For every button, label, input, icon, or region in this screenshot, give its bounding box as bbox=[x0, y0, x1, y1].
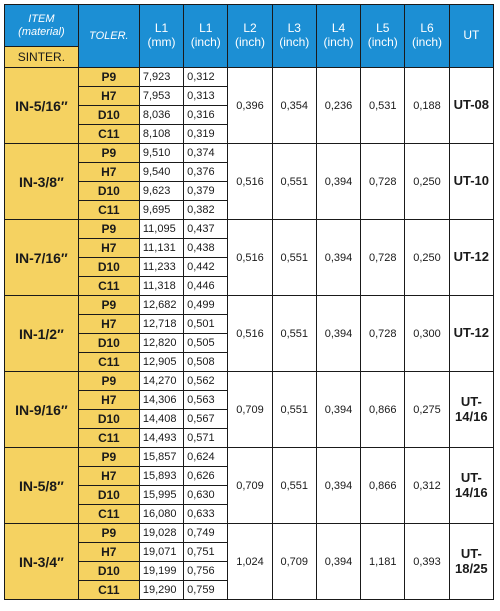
header-sinter: SINTER. bbox=[5, 47, 79, 68]
l1-mm-cell: 14,270 bbox=[139, 372, 183, 391]
l3-cell: 0,551 bbox=[272, 448, 316, 524]
l1-mm-cell: 19,290 bbox=[139, 581, 183, 600]
l2-cell: 0,516 bbox=[228, 296, 272, 372]
l3-cell: 0,551 bbox=[272, 220, 316, 296]
l3-cell: 0,551 bbox=[272, 296, 316, 372]
l1-mm-cell: 15,893 bbox=[139, 467, 183, 486]
l1-mm-cell: 9,623 bbox=[139, 182, 183, 201]
l5-cell: 0,866 bbox=[361, 372, 405, 448]
l1-inch-cell: 0,313 bbox=[184, 87, 228, 106]
tolerance-cell: D10 bbox=[78, 182, 139, 201]
l1-inch-cell: 0,499 bbox=[184, 296, 228, 315]
tolerance-cell: H7 bbox=[78, 239, 139, 258]
l1-inch-cell: 0,562 bbox=[184, 372, 228, 391]
ut-label: UT-12 bbox=[453, 249, 490, 265]
l3-cell: 0,709 bbox=[272, 524, 316, 600]
l1-mm-cell: 14,493 bbox=[139, 429, 183, 448]
l1-mm-cell: 7,953 bbox=[139, 87, 183, 106]
l1-inch-cell: 0,630 bbox=[184, 486, 228, 505]
l2-cell: 0,396 bbox=[228, 68, 272, 144]
l1-inch-cell: 0,382 bbox=[184, 201, 228, 220]
l2-cell: 0,516 bbox=[228, 144, 272, 220]
l1-mm-cell: 8,108 bbox=[139, 125, 183, 144]
l5-cell: 0,531 bbox=[361, 68, 405, 144]
tolerance-cell: P9 bbox=[78, 68, 139, 87]
header-ut: UT bbox=[449, 5, 493, 68]
tolerance-cell: H7 bbox=[78, 391, 139, 410]
l1-inch-cell: 0,374 bbox=[184, 144, 228, 163]
ut-label: UT-08 bbox=[453, 97, 490, 113]
item-name: IN-1/2″ bbox=[5, 296, 79, 372]
l5-cell: 0,728 bbox=[361, 144, 405, 220]
l1-mm-cell: 12,820 bbox=[139, 334, 183, 353]
ut-label: UT-12 bbox=[453, 325, 490, 341]
l1-inch-cell: 0,508 bbox=[184, 353, 228, 372]
l1-inch-cell: 0,376 bbox=[184, 163, 228, 182]
item-name: IN-3/4″ bbox=[5, 524, 79, 600]
tolerance-cell: C11 bbox=[78, 353, 139, 372]
tolerance-cell: D10 bbox=[78, 106, 139, 125]
ut-label: 14/16 bbox=[455, 408, 488, 424]
tolerance-cell: H7 bbox=[78, 163, 139, 182]
ut-label: 14/16 bbox=[455, 484, 488, 500]
l1-mm-cell: 12,682 bbox=[139, 296, 183, 315]
tolerance-cell: P9 bbox=[78, 144, 139, 163]
table-row bbox=[5, 68, 494, 87]
l1-inch-cell: 0,571 bbox=[184, 429, 228, 448]
tolerance-cell: C11 bbox=[78, 201, 139, 220]
l1-inch-cell: 0,624 bbox=[184, 448, 228, 467]
ut-cell bbox=[449, 68, 493, 144]
tolerance-cell: P9 bbox=[78, 372, 139, 391]
l4-cell: 0,236 bbox=[316, 68, 360, 144]
tolerance-cell: P9 bbox=[78, 220, 139, 239]
item-name: IN-3/8″ bbox=[5, 144, 79, 220]
l2-cell: 1,024 bbox=[228, 524, 272, 600]
header-l5: L5 (inch) bbox=[361, 5, 405, 68]
item-name: IN-5/8″ bbox=[5, 448, 79, 524]
l6-cell: 0,188 bbox=[405, 68, 449, 144]
tolerance-cell: H7 bbox=[78, 87, 139, 106]
l1-mm-cell: 9,695 bbox=[139, 201, 183, 220]
l1-mm-cell: 9,540 bbox=[139, 163, 183, 182]
l4-cell: 0,394 bbox=[316, 296, 360, 372]
header-material-label: (material) bbox=[18, 25, 65, 38]
l1-inch-cell: 0,319 bbox=[184, 125, 228, 144]
l6-cell: 0,275 bbox=[405, 372, 449, 448]
l1-mm-cell: 8,036 bbox=[139, 106, 183, 125]
l1-inch-cell: 0,316 bbox=[184, 106, 228, 125]
l4-cell: 0,394 bbox=[316, 372, 360, 448]
tolerance-cell: H7 bbox=[78, 467, 139, 486]
l1-inch-cell: 0,505 bbox=[184, 334, 228, 353]
ut-label: UT- bbox=[460, 546, 482, 562]
tolerance-cell: P9 bbox=[78, 524, 139, 543]
l1-mm-cell: 7,923 bbox=[139, 68, 183, 87]
l5-cell: 0,866 bbox=[361, 448, 405, 524]
l1-mm-cell: 15,995 bbox=[139, 486, 183, 505]
l4-cell: 0,394 bbox=[316, 524, 360, 600]
l1-mm-cell: 19,028 bbox=[139, 524, 183, 543]
l3-cell: 0,354 bbox=[272, 68, 316, 144]
l1-mm-cell: 12,718 bbox=[139, 315, 183, 334]
l1-inch-cell: 0,446 bbox=[184, 277, 228, 296]
l5-cell: 1,181 bbox=[361, 524, 405, 600]
header-l4: L4 (inch) bbox=[316, 5, 360, 68]
l1-inch-cell: 0,501 bbox=[184, 315, 228, 334]
l1-inch-cell: 0,312 bbox=[184, 68, 228, 87]
l1-mm-cell: 11,233 bbox=[139, 258, 183, 277]
l6-cell: 0,393 bbox=[405, 524, 449, 600]
l1-inch-cell: 0,438 bbox=[184, 239, 228, 258]
header-item bbox=[5, 5, 79, 47]
ut-cell bbox=[449, 524, 493, 600]
tolerance-cell: C11 bbox=[78, 277, 139, 296]
ut-cell bbox=[449, 144, 493, 220]
table-row bbox=[5, 372, 494, 391]
l1-mm-cell: 12,905 bbox=[139, 353, 183, 372]
tolerance-cell: D10 bbox=[78, 410, 139, 429]
l1-inch-cell: 0,759 bbox=[184, 581, 228, 600]
spec-table bbox=[4, 4, 494, 600]
tolerance-cell: C11 bbox=[78, 429, 139, 448]
ut-label: 18/25 bbox=[455, 560, 488, 576]
l6-cell: 0,250 bbox=[405, 220, 449, 296]
table-row bbox=[5, 144, 494, 163]
ut-cell bbox=[449, 296, 493, 372]
l2-cell: 0,709 bbox=[228, 448, 272, 524]
l1-inch-cell: 0,442 bbox=[184, 258, 228, 277]
l1-mm-cell: 14,306 bbox=[139, 391, 183, 410]
header-l2: L2 (inch) bbox=[228, 5, 272, 68]
tolerance-cell: H7 bbox=[78, 315, 139, 334]
header-l6: L6 (inch) bbox=[405, 5, 449, 68]
l2-cell: 0,709 bbox=[228, 372, 272, 448]
l6-cell: 0,300 bbox=[405, 296, 449, 372]
tolerance-cell: C11 bbox=[78, 581, 139, 600]
tolerance-cell: D10 bbox=[78, 334, 139, 353]
l1-mm-cell: 19,071 bbox=[139, 543, 183, 562]
l6-cell: 0,250 bbox=[405, 144, 449, 220]
tolerance-cell: D10 bbox=[78, 562, 139, 581]
l4-cell: 0,394 bbox=[316, 448, 360, 524]
l1-mm-cell: 16,080 bbox=[139, 505, 183, 524]
header-l1-inch: L1 (inch) bbox=[184, 5, 228, 68]
item-name: IN-9/16″ bbox=[5, 372, 79, 448]
ut-label: UT-10 bbox=[453, 173, 490, 189]
l2-cell: 0,516 bbox=[228, 220, 272, 296]
l1-mm-cell: 11,095 bbox=[139, 220, 183, 239]
l5-cell: 0,728 bbox=[361, 220, 405, 296]
ut-label: UT- bbox=[460, 394, 482, 410]
header-l1-mm: L1 (mm) bbox=[139, 5, 183, 68]
l1-mm-cell: 15,857 bbox=[139, 448, 183, 467]
tolerance-cell: C11 bbox=[78, 125, 139, 144]
l3-cell: 0,551 bbox=[272, 372, 316, 448]
l1-inch-cell: 0,379 bbox=[184, 182, 228, 201]
tolerance-cell: P9 bbox=[78, 296, 139, 315]
l1-inch-cell: 0,626 bbox=[184, 467, 228, 486]
table-row bbox=[5, 448, 494, 467]
l1-inch-cell: 0,567 bbox=[184, 410, 228, 429]
ut-cell bbox=[449, 220, 493, 296]
l1-mm-cell: 11,318 bbox=[139, 277, 183, 296]
l1-inch-cell: 0,437 bbox=[184, 220, 228, 239]
l5-cell: 0,728 bbox=[361, 296, 405, 372]
l1-inch-cell: 0,756 bbox=[184, 562, 228, 581]
l1-mm-cell: 11,131 bbox=[139, 239, 183, 258]
header-toler: TOLER. bbox=[78, 5, 139, 68]
l6-cell: 0,312 bbox=[405, 448, 449, 524]
l4-cell: 0,394 bbox=[316, 144, 360, 220]
tolerance-cell: H7 bbox=[78, 543, 139, 562]
l1-mm-cell: 19,199 bbox=[139, 562, 183, 581]
tolerance-cell: D10 bbox=[78, 486, 139, 505]
l1-mm-cell: 9,510 bbox=[139, 144, 183, 163]
header-item-label: ITEM bbox=[28, 12, 55, 25]
ut-label: UT- bbox=[460, 470, 482, 486]
table-row bbox=[5, 220, 494, 239]
l1-inch-cell: 0,751 bbox=[184, 543, 228, 562]
l1-inch-cell: 0,563 bbox=[184, 391, 228, 410]
item-name: IN-7/16″ bbox=[5, 220, 79, 296]
ut-cell bbox=[449, 372, 493, 448]
header-l3: L3 (inch) bbox=[272, 5, 316, 68]
l1-inch-cell: 0,749 bbox=[184, 524, 228, 543]
table-row bbox=[5, 296, 494, 315]
tolerance-cell: D10 bbox=[78, 258, 139, 277]
l3-cell: 0,551 bbox=[272, 144, 316, 220]
item-name: IN-5/16″ bbox=[5, 68, 79, 144]
l1-mm-cell: 14,408 bbox=[139, 410, 183, 429]
tolerance-cell: P9 bbox=[78, 448, 139, 467]
l1-inch-cell: 0,633 bbox=[184, 505, 228, 524]
table-row bbox=[5, 524, 494, 543]
ut-cell bbox=[449, 448, 493, 524]
tolerance-cell: C11 bbox=[78, 505, 139, 524]
l4-cell: 0,394 bbox=[316, 220, 360, 296]
